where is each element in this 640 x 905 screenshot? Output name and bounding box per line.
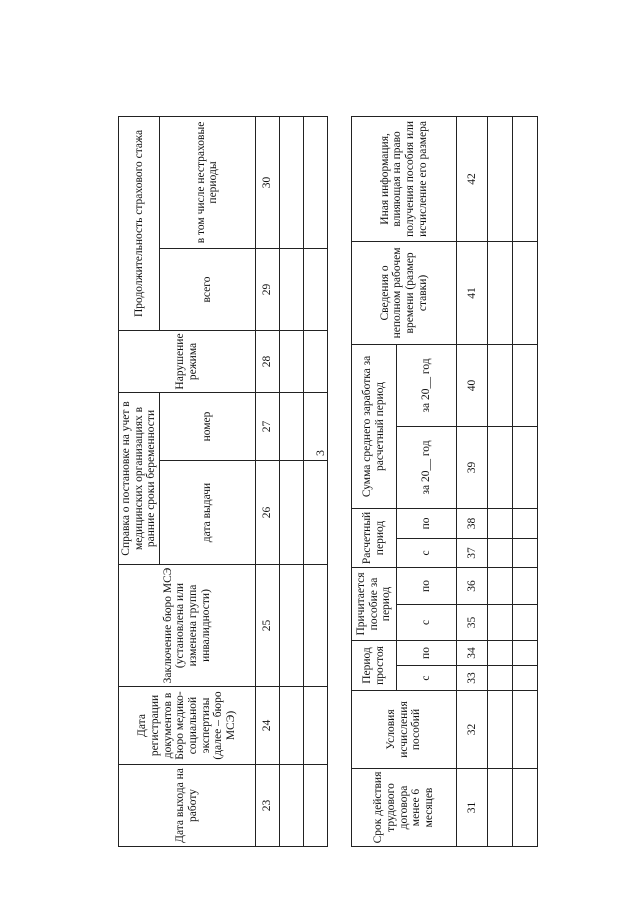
column-number: 32 [457, 691, 488, 769]
header-year-a: за 20__ год [397, 426, 457, 508]
column-number: 26 [255, 461, 279, 565]
column-number: 28 [255, 330, 279, 392]
header-mse-conclusion: Заключение бюро МСЭ (установлена или изменена группа инвалидности) [119, 565, 256, 687]
header-conditions: Условия исчисления пособий [352, 691, 457, 769]
header-from: с [397, 538, 457, 567]
header-insurance-duration: Продолжительность страхового стажа [119, 116, 160, 330]
empty-cell [488, 426, 513, 508]
empty-cell [303, 116, 327, 248]
table-insurance-info [118, 116, 328, 847]
empty-cell [279, 330, 303, 392]
header-non-insurance: в том числе нестраховые периоды [159, 116, 255, 248]
header-part-time-info: Сведения о неполном рабочем времени (размер ставки) [352, 241, 457, 344]
empty-cell [279, 765, 303, 847]
header-total: всего [159, 248, 255, 330]
empty-cell [488, 691, 513, 769]
column-number: 37 [457, 538, 488, 567]
column-number: 29 [255, 248, 279, 330]
column-number: 39 [457, 426, 488, 508]
column-number: 30 [255, 116, 279, 248]
empty-cell [513, 538, 538, 567]
empty-cell [488, 769, 513, 847]
header-to: по [397, 567, 457, 604]
header-regime-violation: Нарушение режима [119, 330, 256, 392]
header-registration-date: Дата регистрации документов в Бюро медико-социальной экспертизы (далее – бюро МСЭ) [119, 687, 256, 765]
empty-cell [279, 565, 303, 687]
column-number: 31 [457, 769, 488, 847]
empty-cell [513, 241, 538, 344]
empty-cell [303, 392, 327, 460]
column-number: 35 [457, 604, 488, 640]
column-number: 23 [255, 765, 279, 847]
empty-cell [303, 248, 327, 330]
empty-cell [488, 640, 513, 665]
empty-cell [488, 116, 513, 241]
header-from: с [397, 604, 457, 640]
header-contract-term: Срок действия трудового договора менее 6 месяцев [352, 769, 457, 847]
empty-cell [513, 567, 538, 604]
empty-cell [488, 344, 513, 426]
empty-cell [279, 248, 303, 330]
column-number: 25 [255, 565, 279, 687]
header-pregnancy-certificate: Справка о постановке на учет в медицинских организациях в ранние сроки беременности [119, 392, 160, 564]
column-number: 34 [457, 640, 488, 665]
empty-cell [303, 330, 327, 392]
header-other-info: Иная информация, влияющая на право получения пособия или исчисление его размера [352, 116, 457, 241]
column-number: 42 [457, 116, 488, 241]
empty-cell [303, 687, 327, 765]
empty-cell [488, 241, 513, 344]
header-idle-period: Период простоя [352, 640, 397, 690]
header-from: с [397, 666, 457, 691]
empty-cell [513, 344, 538, 426]
empty-cell [513, 640, 538, 665]
header-certificate-number: номер [159, 392, 255, 460]
table-benefit-calculation [351, 116, 538, 847]
empty-cell [513, 508, 538, 538]
column-number: 41 [457, 241, 488, 344]
column-number: 38 [457, 508, 488, 538]
empty-cell [513, 604, 538, 640]
empty-cell [488, 666, 513, 691]
column-number: 24 [255, 687, 279, 765]
empty-cell [488, 508, 513, 538]
column-number: 27 [255, 392, 279, 460]
header-return-date: Дата выхода на работу [119, 765, 256, 847]
header-to: по [397, 640, 457, 665]
empty-cell [279, 687, 303, 765]
column-number: 36 [457, 567, 488, 604]
column-number: 33 [457, 666, 488, 691]
column-number: 40 [457, 344, 488, 426]
empty-cell [513, 769, 538, 847]
header-calculation-period: Расчетный период [352, 508, 397, 567]
empty-cell [488, 538, 513, 567]
header-average-earnings: Сумма среднего заработка за расчетный период [352, 344, 397, 508]
empty-cell [279, 461, 303, 565]
empty-cell [279, 116, 303, 248]
empty-cell [513, 666, 538, 691]
empty-cell [303, 461, 327, 565]
header-to: по [397, 508, 457, 538]
empty-cell [488, 567, 513, 604]
empty-cell [279, 392, 303, 460]
header-issue-date: дата выдачи [159, 461, 255, 565]
empty-cell [513, 116, 538, 241]
header-benefit-due-period: Причитается пособие за период [352, 567, 397, 640]
empty-cell [303, 765, 327, 847]
header-year-b: за 20__ год [397, 344, 457, 426]
empty-cell [513, 426, 538, 508]
empty-cell [488, 604, 513, 640]
empty-cell [513, 691, 538, 769]
page-number: 3 [313, 450, 327, 456]
empty-cell [303, 565, 327, 687]
